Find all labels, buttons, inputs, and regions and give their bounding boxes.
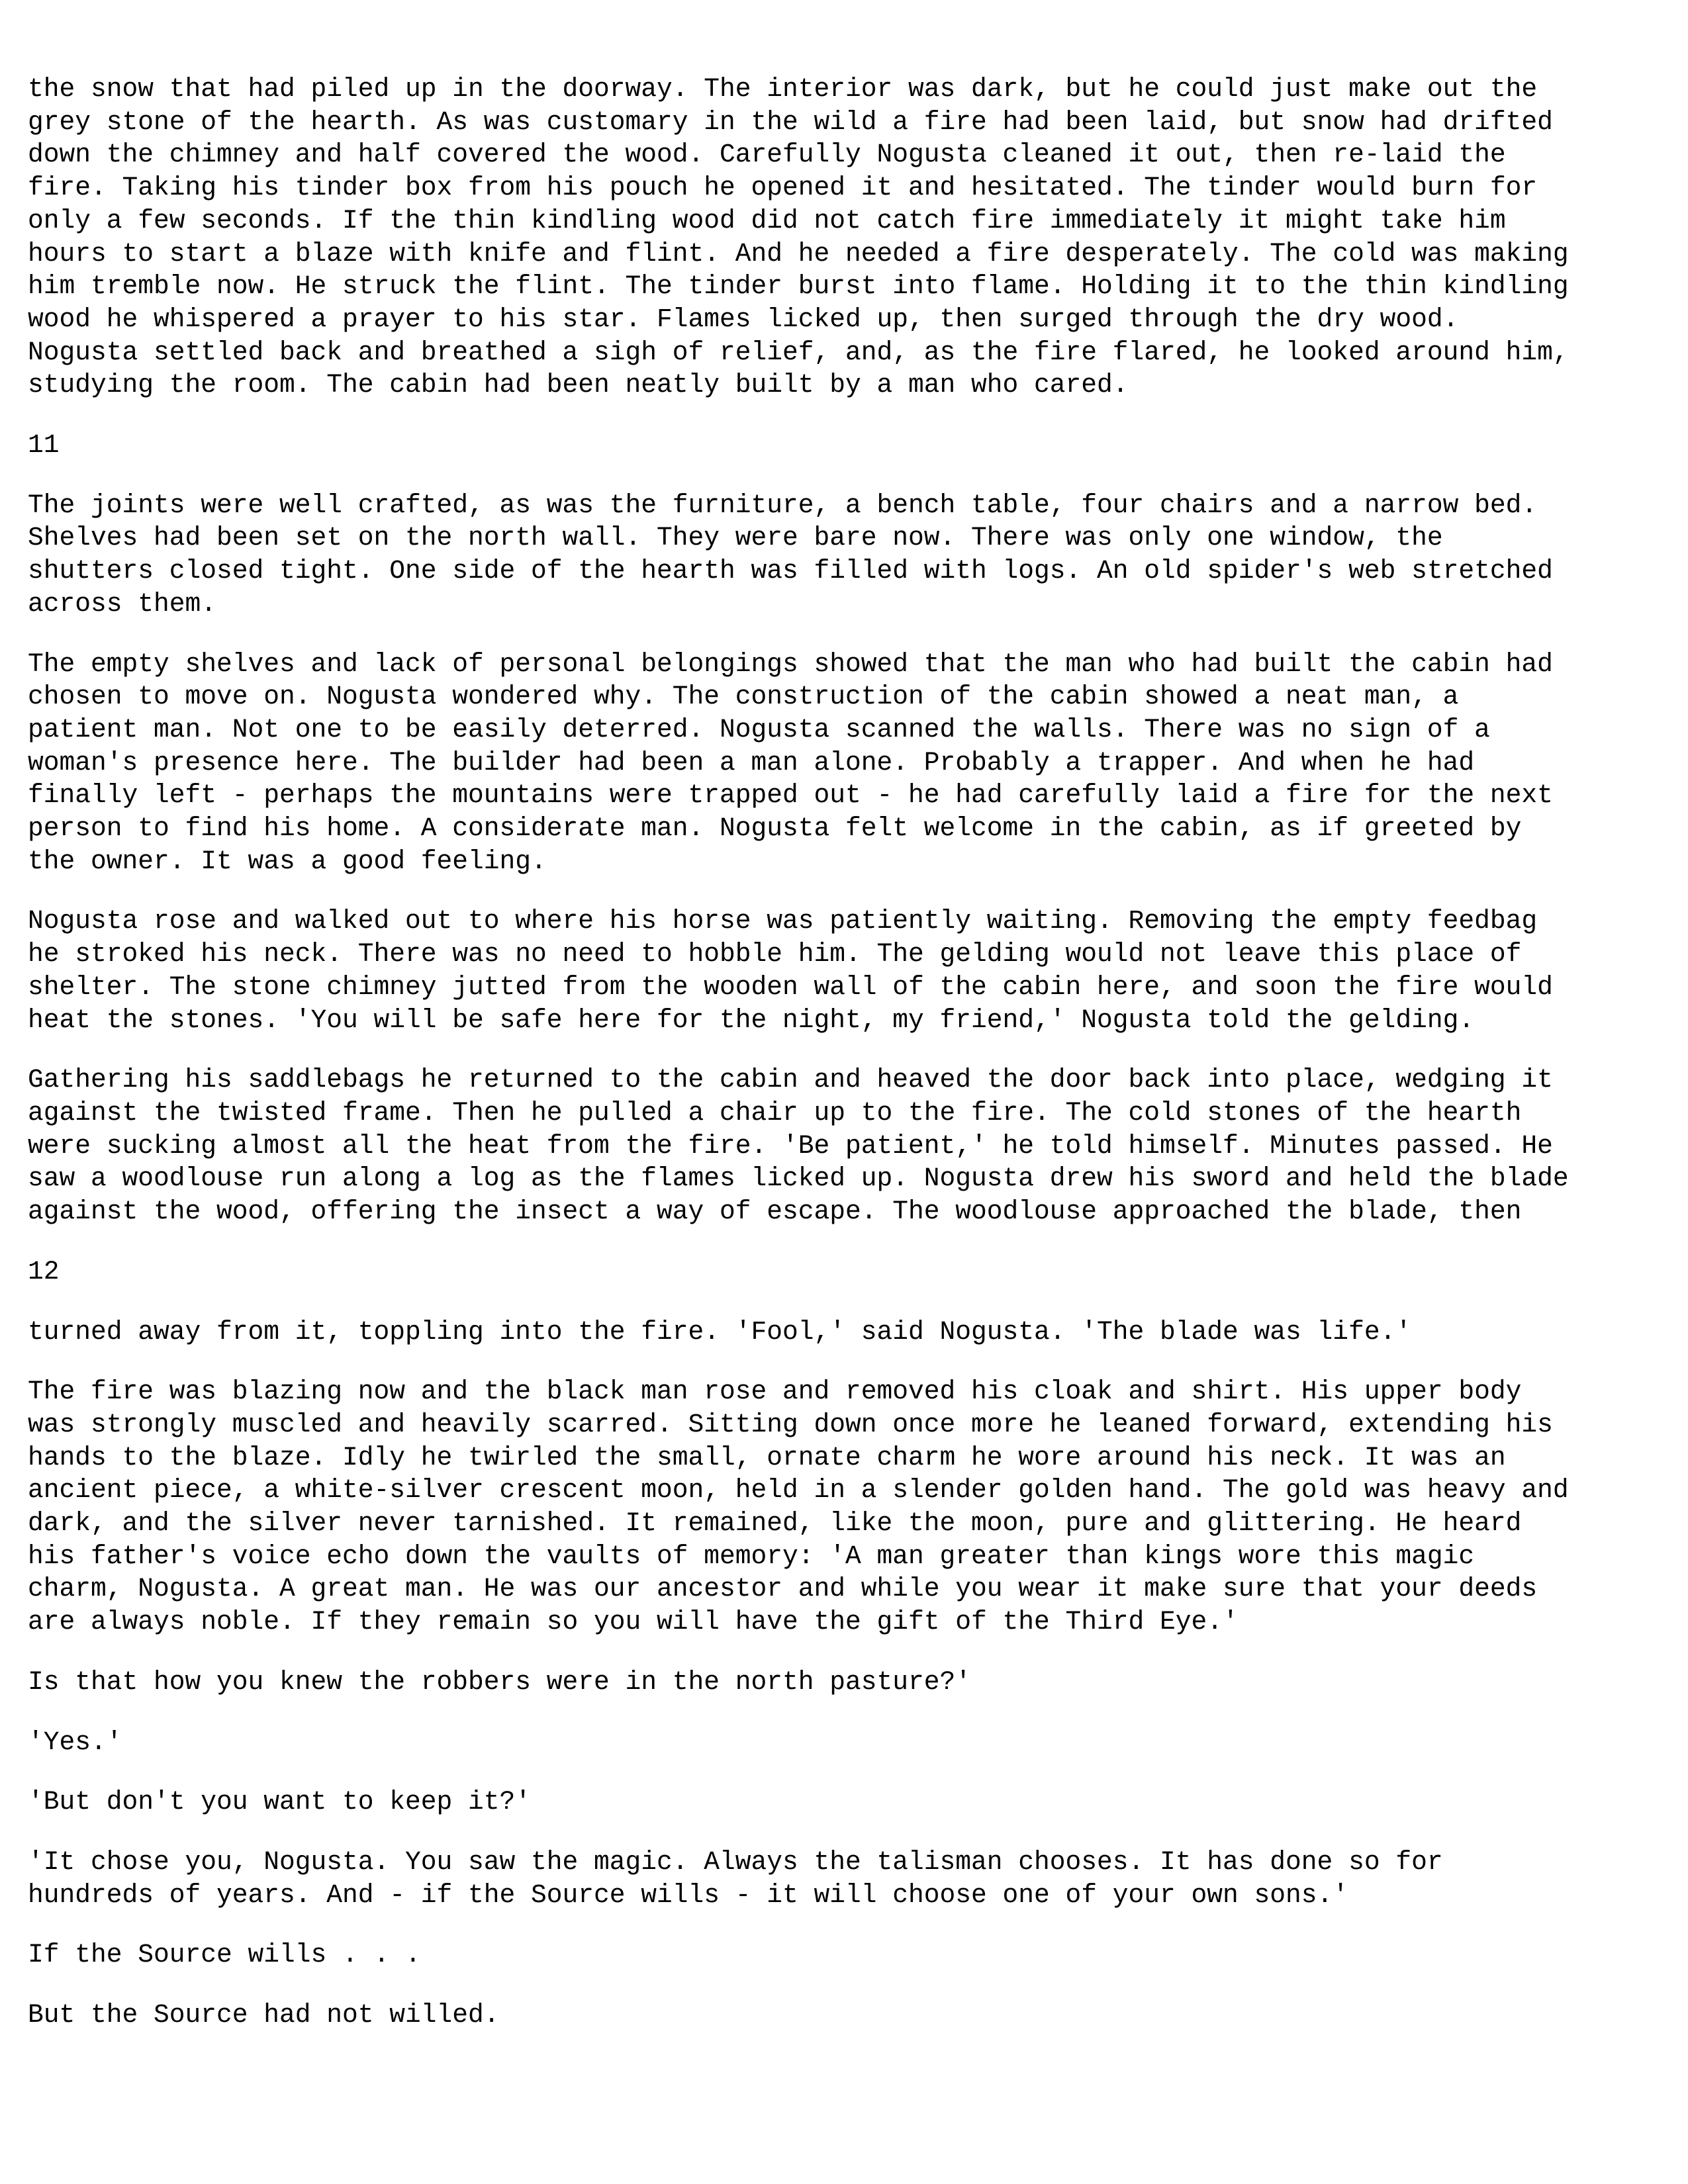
paragraph <box>28 73 1663 402</box>
text-line: was strongly muscled and heavily scarred. Sitting down once more he leaned forward, extending his <box>28 1409 1553 1439</box>
text-line: he stroked his neck. There was no need to hobble him. The gelding would not leave this place of <box>28 939 1522 970</box>
paragraph <box>28 1375 1663 1639</box>
text-line: dark, and the silver never tarnished. It remained, like the moon, pure and glittering. He heard <box>28 1508 1522 1539</box>
text-line: him tremble now. He struck the flint. The tinder burst into flame. Holding it to the thin kindling <box>28 271 1569 302</box>
paragraph <box>28 1786 1663 1819</box>
paragraph <box>28 648 1663 878</box>
paragraph <box>28 1726 1663 1759</box>
text-line: against the wood, offering the insect a way of escape. The woodlouse approached the blade, then <box>28 1197 1522 1227</box>
paragraph <box>28 489 1663 621</box>
text-line: ancient piece, a white-silver crescent moon, held in a slender golden hand. The gold was heavy and <box>28 1475 1569 1506</box>
text-line: Gathering his saddlebags he returned to the cabin and heaved the door back into place, wedging it <box>28 1065 1553 1095</box>
text-line: shutters closed tight. One side of the hearth was filled with logs. An old spider's web stretched <box>28 556 1553 586</box>
text-line: against the twisted frame. Then he pulled a chair up to the fire. The cold stones of the hearth <box>28 1097 1522 1128</box>
text-line: 'But don't you want to keep it?' <box>28 1787 532 1817</box>
text-line: only a few seconds. If the thin kindling wood did not catch fire immediately it might take him <box>28 205 1506 236</box>
text-line: Shelves had been set on the north wall. They were bare now. There was only one window, the <box>28 523 1443 553</box>
text-line: But the Source had not willed. <box>28 2000 500 2030</box>
text-line: hours to start a blaze with knife and flint. And he needed a fire desperately. The cold was making <box>28 238 1569 269</box>
text-line: the owner. It was a good feeling. <box>28 846 547 876</box>
text-line: 'It chose you, Nogusta. You saw the magic. Always the talisman chooses. It has done so for <box>28 1846 1443 1877</box>
text-line: The joints were well crafted, as was the furniture, a bench table, four chairs and a narrow bed. <box>28 490 1538 520</box>
page-number <box>28 429 1663 462</box>
text-line: are always noble. If they remain so you will have the gift of the Third Eye.' <box>28 1607 1239 1637</box>
text-line: If the Source wills . . . <box>28 1940 421 1970</box>
text-line: The empty shelves and lack of personal belongings showed that the man who had built the cabin had <box>28 649 1553 679</box>
paragraph <box>28 1938 1663 1972</box>
text-line: fire. Taking his tinder box from his pouch he opened it and hesitated. The tinder would burn for <box>28 173 1538 203</box>
text-line: Is that how you knew the robbers were in the north pasture?' <box>28 1666 972 1697</box>
paragraph <box>28 1316 1663 1349</box>
text-line: woman's presence here. The builder had been a man alone. Probably a trapper. And when he had <box>28 747 1475 778</box>
text-line: person to find his home. A considerate man. Nogusta felt welcome in the cabin, as if greeted by <box>28 813 1522 844</box>
text-line: Nogusta settled back and breathed a sigh of relief, and, as the fire flared, he looked around him, <box>28 337 1569 367</box>
text-line: turned away from it, toppling into the fire. 'Fool,' said Nogusta. 'The blade was life.' <box>28 1316 1412 1347</box>
document-page <box>28 73 1663 2059</box>
text-line: down the chimney and half covered the wood. Carefully Nogusta cleaned it out, then re-laid the <box>28 140 1506 170</box>
text-line: saw a woodlouse run along a log as the flames licked up. Nogusta drew his sword and held the blade <box>28 1163 1569 1194</box>
text-line: The fire was blazing now and the black man rose and removed his cloak and shirt. His upper body <box>28 1377 1522 1407</box>
text-line: hundreds of years. And - if the Source wills - it will choose one of your own sons.' <box>28 1880 1349 1910</box>
text-line: his father's voice echo down the vaults of memory: 'A man greater than kings wore this magic <box>28 1541 1475 1571</box>
text-line: chosen to move on. Nogusta wondered why. The construction of the cabin showed a neat man, a <box>28 682 1459 712</box>
paragraph <box>28 1666 1663 1699</box>
text-line: finally left - perhaps the mountains were trapped out - he had carefully laid a fire for the next <box>28 780 1553 811</box>
text-line: grey stone of the hearth. As was customary in the wild a fire had been laid, but snow had drifted <box>28 107 1553 137</box>
text-line: 12 <box>28 1256 60 1287</box>
paragraph <box>28 905 1663 1036</box>
text-line: were sucking almost all the heat from the fire. 'Be patient,' he told himself. Minutes passed. He <box>28 1130 1553 1161</box>
text-line: 11 <box>28 430 60 461</box>
text-line: the snow that had piled up in the doorway. The interior was dark, but he could just make out the <box>28 74 1538 104</box>
text-line: wood he whispered a prayer to his star. Flames licked up, then surged through the dry wood. <box>28 304 1459 334</box>
paragraph <box>28 1999 1663 2032</box>
text-line: Nogusta rose and walked out to where his horse was patiently waiting. Removing the empty feedbag <box>28 906 1538 936</box>
paragraph <box>28 1846 1663 1911</box>
text-line: studying the room. The cabin had been neatly built by a man who cared. <box>28 370 1129 400</box>
text-line: heat the stones. 'You will be safe here for the night, my friend,' Nogusta told the gelding. <box>28 1005 1475 1035</box>
text-line: hands to the blaze. Idly he twirled the small, ornate charm he wore around his neck. It was an <box>28 1442 1506 1473</box>
text-line: 'Yes.' <box>28 1727 122 1757</box>
paragraph <box>28 1064 1663 1228</box>
page-number <box>28 1255 1663 1289</box>
text-line: patient man. Not one to be easily deterred. Nogusta scanned the walls. There was no sign of a <box>28 714 1490 745</box>
text-line: shelter. The stone chimney jutted from the wooden wall of the cabin here, and soon the fire would <box>28 972 1553 1002</box>
text-line: charm, Nogusta. A great man. He was our ancestor and while you wear it make sure that your deeds <box>28 1574 1538 1604</box>
text-line: across them. <box>28 588 217 619</box>
